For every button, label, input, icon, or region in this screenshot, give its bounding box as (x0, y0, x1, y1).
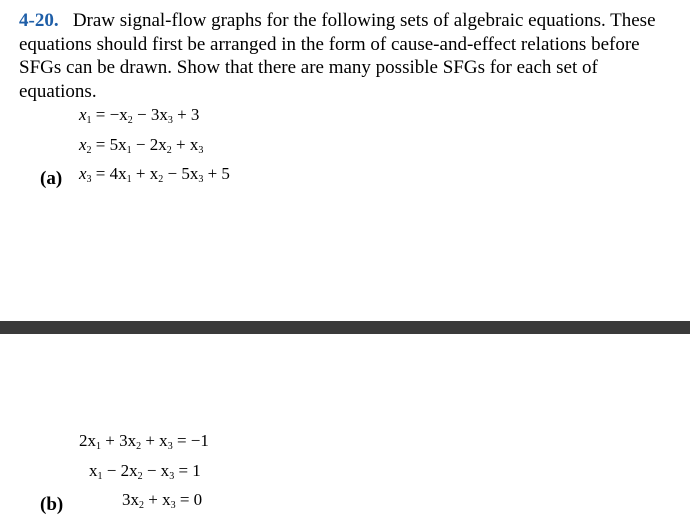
page-divider (0, 321, 690, 334)
equation-a3: $x_3 = 4x_1 + x_2 - 5x_3 + 5$ (79, 164, 230, 185)
equation-a2: $x_2 = 5x_1 - 2x_2 + x_3$ (79, 135, 204, 156)
equation-b1: $2x_1 + 3x_2 + x_3 = -1$ (79, 431, 209, 452)
equation-a1: $x_1 = -x_2 - 3x_3 + 3$ (79, 105, 200, 126)
part-a-label: (a) (40, 168, 63, 189)
problem-text: Draw signal-flow graphs for the following sets of algebraic equations. These equations should first be arranged in the form of cause-and-effect relations before SFGs can be drawn. Show that there are many possible SFGs for each set of equations. (19, 10, 656, 102)
equation-b2: $x_1 - 2x_2 - x_3 = 1$ (89, 461, 201, 482)
problem-number: 4-20. (19, 10, 59, 31)
part-b-label: (b) (40, 494, 64, 515)
problem-statement (19, 9, 679, 103)
equation-b3: $3x_2 + x_3 = 0$ (122, 490, 203, 511)
